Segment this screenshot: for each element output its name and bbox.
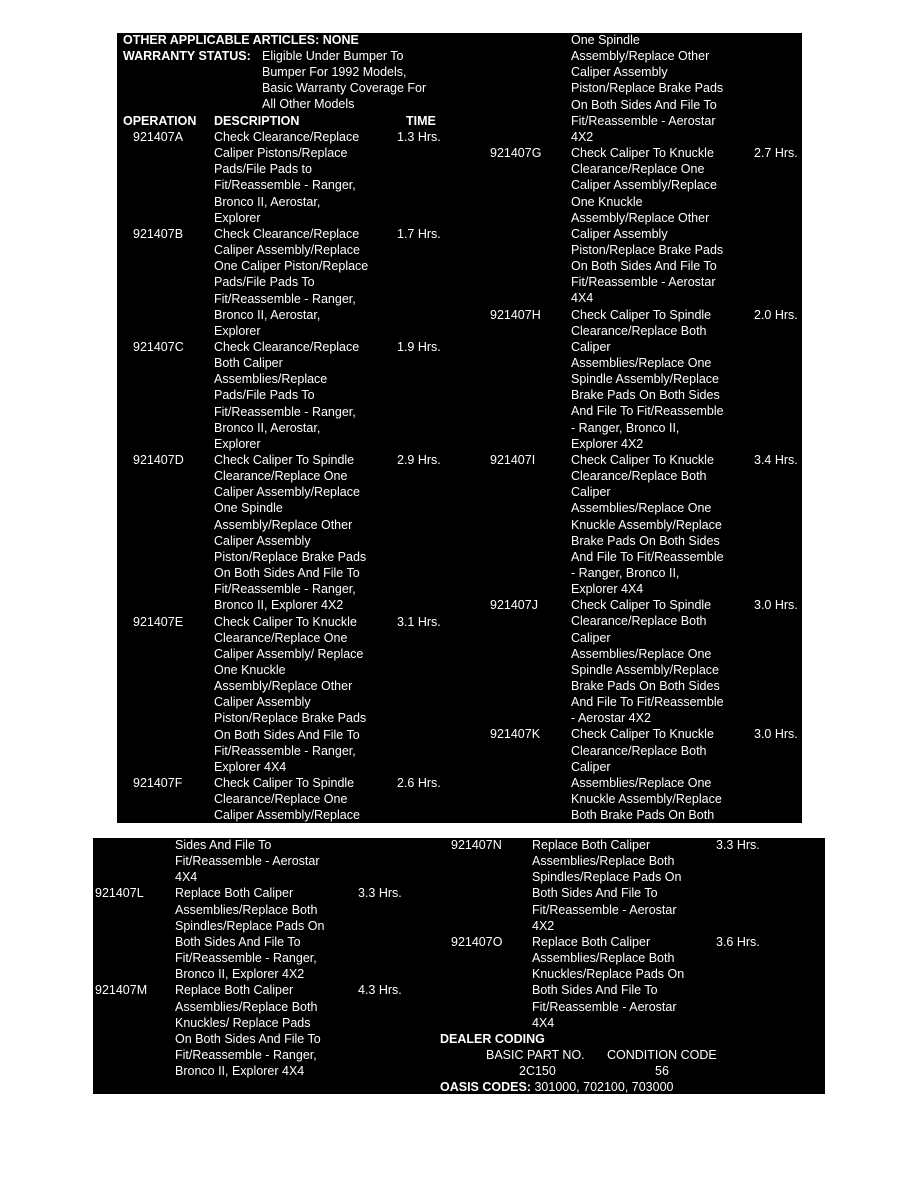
left-entry-description-line: Fit/Reassemble - Ranger, bbox=[214, 404, 356, 419]
right-entry-operation-code: 921407I bbox=[490, 452, 536, 467]
bottom-left-entry-description-line: On Both Sides And File To bbox=[175, 1031, 321, 1046]
right-entry-description-line: Assemblies/Replace One bbox=[571, 775, 712, 790]
right-entry-operation-code: 921407G bbox=[490, 146, 542, 161]
warranty-status-label: WARRANTY STATUS: bbox=[123, 49, 251, 63]
dealer-coding-basic-part-value: 2C150 bbox=[519, 1064, 556, 1079]
bottom-right-entry-description-line: Knuckles/Replace Pads On bbox=[532, 967, 685, 982]
right-entry-description-line: - Aerostar 4X2 bbox=[571, 711, 651, 726]
left-entry-description-line: Caliper Assembly/Replace bbox=[214, 485, 360, 500]
left-entry-description-line: Both Caliper bbox=[214, 356, 283, 371]
right-entry-description-line: Caliper bbox=[571, 485, 611, 500]
other-applicable-articles: OTHER APPLICABLE ARTICLES: NONE bbox=[123, 33, 359, 47]
right-entry-description-line: Knuckle Assembly/Replace bbox=[571, 517, 722, 532]
dealer-coding-condition-value: 56 bbox=[655, 1064, 669, 1079]
left-entry-labor-time: 1.9 Hrs. bbox=[397, 339, 441, 354]
right-entry-description-line: Spindle Assembly/Replace bbox=[571, 662, 719, 677]
right-entry-description-line: And File To Fit/Reassemble bbox=[571, 404, 724, 419]
right-entry-description-line: Caliper bbox=[571, 759, 611, 774]
left-entry-description-line: Piston/Replace Brake Pads bbox=[214, 549, 367, 564]
left-entry-description-line: Caliper Assembly/Replace bbox=[214, 243, 360, 258]
bottom-left-entry-description-line: Spindles/Replace Pads On bbox=[175, 918, 325, 933]
left-entry-description-line: Bronco II, Aerostar, bbox=[214, 420, 321, 435]
right-entry-description-line: Clearance/Replace Both bbox=[571, 614, 707, 629]
bottom-left-entry-description-line: Bronco II, Explorer 4X2 bbox=[175, 967, 305, 982]
right-entry-description-line: Check Caliper To Spindle bbox=[571, 598, 712, 613]
right-entry-labor-time: 3.4 Hrs. bbox=[754, 452, 798, 467]
right-entry-description-line: Check Caliper To Spindle bbox=[571, 307, 712, 322]
left-entry-description-line: Bronco II, Explorer 4X2 bbox=[214, 598, 344, 613]
right-entry-description-line: Caliper Assembly bbox=[571, 226, 668, 241]
left-entry-description-line: Caliper Assembly/Replace bbox=[214, 808, 360, 823]
warranty-operations-panel-bottom bbox=[93, 838, 825, 1094]
left-entry-description-line: Clearance/Replace One bbox=[214, 469, 348, 484]
oasis-codes bbox=[440, 1079, 674, 1095]
right-continuation-line: One Spindle bbox=[571, 33, 640, 47]
right-entry-description-line: Clearance/Replace Both bbox=[571, 743, 707, 758]
bottom-right-entry-labor-time: 3.3 Hrs. bbox=[716, 838, 760, 852]
left-entry-description-line: Fit/Reassemble - Ranger, bbox=[214, 291, 356, 306]
right-entry-description-line: Check Caliper To Knuckle bbox=[571, 452, 714, 467]
bottom-left-continuation-line: Fit/Reassemble - Aerostar bbox=[175, 854, 320, 869]
bottom-right-entry-operation-code: 921407N bbox=[451, 838, 502, 852]
left-entry-description-line: On Both Sides And File To bbox=[214, 727, 360, 742]
left-entry-operation-code: 921407B bbox=[133, 226, 184, 241]
bottom-right-entry-description-line: 4X4 bbox=[532, 1015, 555, 1030]
right-entry-description-line: Explorer 4X2 bbox=[571, 436, 644, 451]
right-entry-labor-time: 2.7 Hrs. bbox=[754, 146, 798, 161]
left-entry-description-line: Check Clearance/Replace bbox=[214, 339, 360, 354]
left-entry-description-line: Check Caliper To Knuckle bbox=[214, 614, 357, 629]
left-entry-description-line: One Spindle bbox=[214, 501, 283, 516]
right-entry-description-line: Caliper bbox=[571, 339, 611, 354]
right-entry-description-line: - Ranger, Bronco II, bbox=[571, 420, 680, 435]
left-entry-description-line: Caliper Pistons/Replace bbox=[214, 146, 348, 161]
right-entry-description-line: Brake Pads On Both Sides bbox=[571, 388, 720, 403]
warranty-status-line: All Other Models bbox=[262, 97, 355, 112]
right-entry-description-line: One Knuckle bbox=[571, 194, 643, 209]
right-entry-description-line: Assemblies/Replace One bbox=[571, 501, 712, 516]
right-entry-description-line: Knuckle Assembly/Replace bbox=[571, 792, 722, 807]
right-entry-description-line: Piston/Replace Brake Pads bbox=[571, 242, 724, 257]
bottom-right-entry-description-line: Fit/Reassemble - Aerostar bbox=[532, 902, 677, 917]
bottom-right-entry-operation-code: 921407O bbox=[451, 934, 503, 949]
right-entry-description-line: Explorer 4X4 bbox=[571, 582, 644, 597]
right-entry-description-line: Check Caliper To Knuckle bbox=[571, 727, 714, 742]
left-entry-description-line: Fit/Reassemble - Ranger, bbox=[214, 743, 356, 758]
bottom-right-entry-description-line: Assemblies/Replace Both bbox=[532, 951, 675, 966]
left-entry-description-line: Pads/File Pads To bbox=[214, 388, 315, 403]
bottom-left-continuation-line: Sides And File To bbox=[175, 838, 272, 852]
bottom-right-entry-description-line: 4X2 bbox=[532, 918, 555, 933]
left-entry-operation-code: 921407E bbox=[133, 614, 184, 629]
right-entry-description-line: Check Caliper To Knuckle bbox=[571, 146, 714, 161]
right-entry-description-line: Caliper bbox=[571, 630, 611, 645]
warranty-status-line: Eligible Under Bumper To bbox=[262, 49, 404, 63]
left-entry-description-line: Caliper Assembly/ Replace bbox=[214, 646, 364, 661]
left-entry-description-line: Check Clearance/Replace bbox=[214, 226, 360, 241]
warranty-status-line: Bumper For 1992 Models, bbox=[262, 65, 407, 80]
warranty-operations-panel-top bbox=[117, 33, 802, 823]
right-continuation-line: On Both Sides And File To bbox=[571, 97, 717, 112]
left-entry-description-line: Check Clearance/Replace bbox=[214, 130, 360, 144]
bottom-left-entry-description-line: Fit/Reassemble - Ranger, bbox=[175, 951, 317, 966]
bottom-right-entry-description-line: Fit/Reassemble - Aerostar bbox=[532, 999, 677, 1014]
left-entry-description-line: Pads/File Pads To bbox=[214, 275, 315, 290]
right-entry-description-line: Caliper Assembly/Replace bbox=[571, 178, 717, 193]
right-entry-description-line: Assembly/Replace Other bbox=[571, 210, 710, 225]
left-entry-description-line: Bronco II, Aerostar, bbox=[214, 194, 321, 209]
bottom-right-entry-labor-time: 3.6 Hrs. bbox=[716, 934, 760, 949]
bottom-right-entry-description-line: Replace Both Caliper bbox=[532, 838, 651, 852]
left-entry-description-line: Explorer bbox=[214, 436, 261, 451]
oasis-codes-value: 301000, 702100, 703000 bbox=[534, 1080, 674, 1095]
right-entry-description-line: Fit/Reassemble - Aerostar bbox=[571, 275, 716, 290]
left-entry-description-line: Clearance/Replace One bbox=[214, 792, 348, 807]
right-continuation-line: Piston/Replace Brake Pads bbox=[571, 81, 724, 96]
bottom-left-entry-description-line: Knuckles/ Replace Pads bbox=[175, 1015, 311, 1030]
bottom-left-entry-description-line: Bronco II, Explorer 4X4 bbox=[175, 1064, 305, 1079]
bottom-right-entry-description-line: Both Sides And File To bbox=[532, 983, 658, 998]
column-header-operation: OPERATION bbox=[123, 114, 197, 128]
left-entry-description-line: Caliper Assembly bbox=[214, 533, 311, 548]
warranty-status-line: Basic Warranty Coverage For bbox=[262, 81, 427, 96]
right-entry-description-line: Both Brake Pads On Both bbox=[571, 808, 715, 823]
right-entry-description-line: Assemblies/Replace One bbox=[571, 646, 712, 661]
right-entry-description-line: Clearance/Replace Both bbox=[571, 323, 707, 338]
left-entry-description-line: Bronco II, Aerostar, bbox=[214, 307, 321, 322]
oasis-codes-label: OASIS CODES: bbox=[440, 1080, 535, 1095]
right-entry-description-line: Brake Pads On Both Sides bbox=[571, 679, 720, 693]
dealer-coding-title: DEALER CODING bbox=[440, 1031, 545, 1046]
right-entry-labor-time: 3.0 Hrs. bbox=[754, 727, 798, 742]
right-entry-operation-code: 921407H bbox=[490, 307, 541, 322]
left-entry-description-line: Pads/File Pads to bbox=[214, 162, 312, 177]
left-entry-description-line: Assembly/Replace Other bbox=[214, 517, 353, 532]
right-entry-description-line: And File To Fit/Reassemble bbox=[571, 695, 724, 710]
bottom-left-entry-description-line: Replace Both Caliper bbox=[175, 983, 294, 998]
bottom-left-entry-description-line: Assemblies/Replace Both bbox=[175, 999, 318, 1014]
right-entry-operation-code: 921407J bbox=[490, 598, 538, 613]
dealer-coding-basic-part-header: BASIC PART NO. bbox=[486, 1047, 585, 1062]
right-entry-labor-time: 2.0 Hrs. bbox=[754, 307, 798, 322]
bottom-left-entry-labor-time: 4.3 Hrs. bbox=[358, 983, 402, 998]
right-entry-operation-code: 921407K bbox=[490, 727, 541, 742]
bottom-left-entry-description-line: Fit/Reassemble - Ranger, bbox=[175, 1047, 317, 1062]
bottom-right-entry-description-line: Replace Both Caliper bbox=[532, 934, 651, 949]
bottom-right-entry-description-line: Both Sides And File To bbox=[532, 886, 658, 901]
left-entry-description-line: Clearance/Replace One bbox=[214, 630, 348, 645]
left-entry-labor-time: 2.6 Hrs. bbox=[397, 776, 441, 790]
left-entry-description-line: One Knuckle bbox=[214, 662, 286, 677]
left-entry-description-line: Check Caliper To Spindle bbox=[214, 453, 355, 467]
right-entry-description-line: Brake Pads On Both Sides bbox=[571, 533, 720, 548]
bottom-left-entry-operation-code: 921407M bbox=[95, 983, 148, 998]
right-continuation-line: Assembly/Replace Other bbox=[571, 49, 710, 64]
right-entry-description-line: Assemblies/Replace One bbox=[571, 356, 712, 370]
left-entry-operation-code: 921407F bbox=[133, 776, 183, 790]
left-entry-labor-time: 1.7 Hrs. bbox=[397, 226, 441, 241]
bottom-left-entry-description-line: Both Sides And File To bbox=[175, 934, 301, 949]
left-entry-labor-time: 1.3 Hrs. bbox=[397, 130, 441, 144]
right-entry-description-line: Clearance/Replace One bbox=[571, 162, 705, 177]
right-continuation-line: 4X2 bbox=[571, 129, 594, 144]
column-header-time: TIME bbox=[406, 114, 436, 128]
right-entry-description-line: Clearance/Replace Both bbox=[571, 469, 707, 484]
left-entry-labor-time: 3.1 Hrs. bbox=[397, 614, 441, 629]
left-entry-labor-time: 2.9 Hrs. bbox=[397, 453, 441, 467]
bottom-left-entry-labor-time: 3.3 Hrs. bbox=[358, 886, 402, 901]
left-entry-description-line: Fit/Reassemble - Ranger, bbox=[214, 178, 356, 193]
left-entry-description-line: Caliper Assembly bbox=[214, 695, 311, 710]
bottom-right-entry-description-line: Spindles/Replace Pads On bbox=[532, 870, 682, 885]
left-entry-description-line: One Caliper Piston/Replace bbox=[214, 259, 369, 274]
right-continuation-line: Fit/Reassemble - Aerostar bbox=[571, 113, 716, 128]
column-header-description: DESCRIPTION bbox=[214, 114, 300, 128]
bottom-left-entry-operation-code: 921407L bbox=[95, 886, 144, 901]
left-entry-description-line: Check Caliper To Spindle bbox=[214, 776, 355, 790]
bottom-left-continuation-line: 4X4 bbox=[175, 870, 198, 885]
bottom-left-entry-description-line: Assemblies/Replace Both bbox=[175, 902, 318, 917]
left-entry-description-line: Piston/Replace Brake Pads bbox=[214, 711, 367, 726]
left-entry-description-line: Explorer bbox=[214, 210, 261, 225]
right-entry-description-line: Spindle Assembly/Replace bbox=[571, 372, 719, 387]
right-entry-description-line: On Both Sides And File To bbox=[571, 259, 717, 274]
left-entry-operation-code: 921407C bbox=[133, 339, 184, 354]
right-entry-labor-time: 3.0 Hrs. bbox=[754, 598, 798, 613]
left-entry-operation-code: 921407D bbox=[133, 453, 184, 467]
right-entry-description-line: 4X4 bbox=[571, 291, 594, 306]
left-entry-description-line: On Both Sides And File To bbox=[214, 566, 360, 581]
dealer-coding-condition-header: CONDITION CODE bbox=[607, 1047, 717, 1062]
left-entry-operation-code: 921407A bbox=[133, 130, 184, 144]
right-entry-description-line: And File To Fit/Reassemble bbox=[571, 549, 724, 564]
left-entry-description-line: Assembly/Replace Other bbox=[214, 679, 353, 694]
right-continuation-line: Caliper Assembly bbox=[571, 65, 668, 80]
left-entry-description-line: Fit/Reassemble - Ranger, bbox=[214, 582, 356, 597]
left-entry-description-line: Explorer bbox=[214, 323, 261, 338]
bottom-left-entry-description-line: Replace Both Caliper bbox=[175, 886, 294, 901]
left-entry-description-line: Explorer 4X4 bbox=[214, 759, 287, 774]
right-entry-description-line: - Ranger, Bronco II, bbox=[571, 565, 680, 580]
bottom-right-entry-description-line: Assemblies/Replace Both bbox=[532, 854, 675, 869]
left-entry-description-line: Assemblies/Replace bbox=[214, 372, 328, 387]
